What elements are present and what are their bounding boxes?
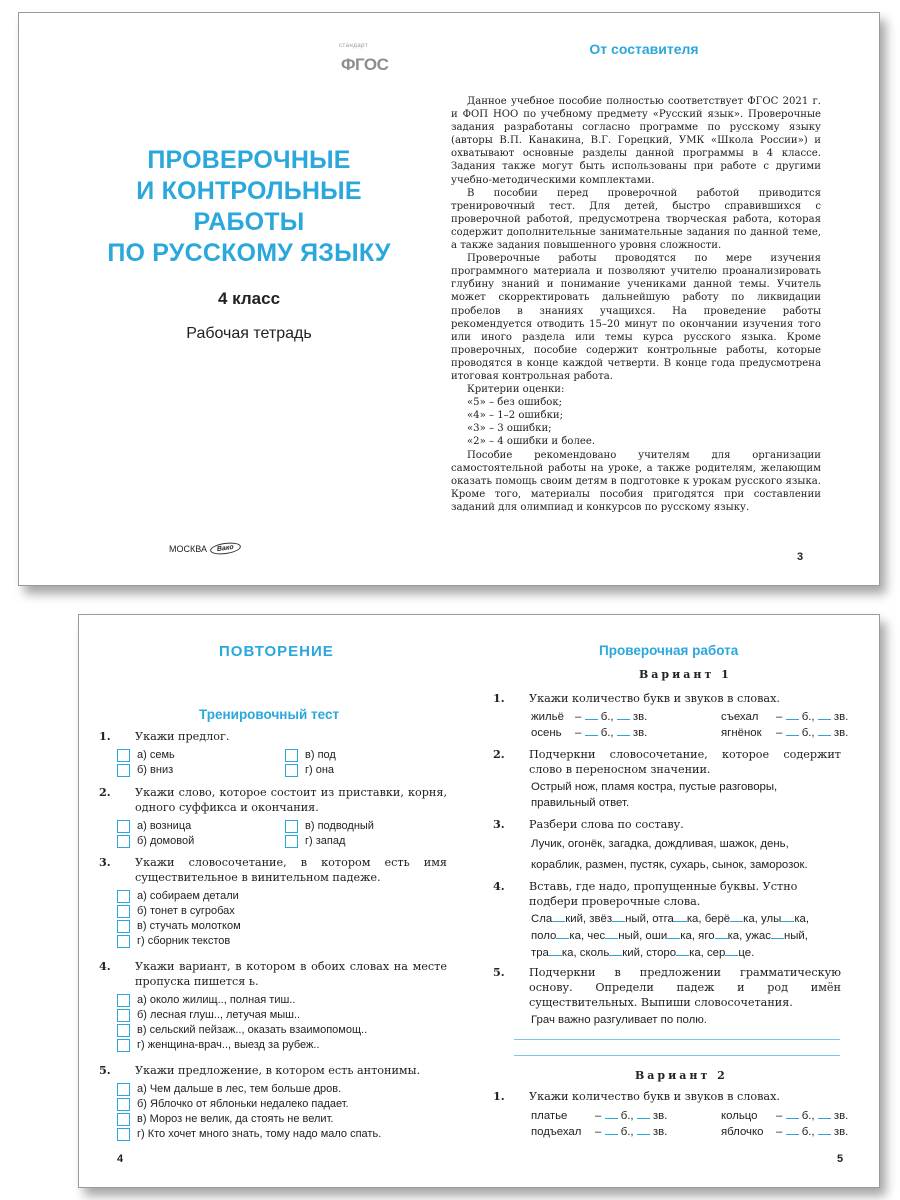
test-subtitle: Тренировочный тест xyxy=(199,707,340,722)
question-text: Укажи предлог. xyxy=(135,730,230,743)
option-b[interactable]: б) Яблочко от яблоньки недалеко падает. xyxy=(117,1097,447,1112)
test-q4 xyxy=(99,959,447,1053)
word: яблочко xyxy=(721,1126,764,1138)
blank[interactable] xyxy=(585,710,598,720)
option-a[interactable]: а) около жилищ.., полная тиш.. xyxy=(117,993,447,1008)
question-number: 1. xyxy=(99,729,111,743)
question-number: 5. xyxy=(99,1063,111,1077)
test-q1 xyxy=(99,729,447,778)
word: жильё xyxy=(531,711,564,723)
test-q2 xyxy=(99,785,447,849)
preface-text xyxy=(451,95,821,514)
task-number: 4. xyxy=(493,879,505,893)
fgos-logo-text: ФГОС xyxy=(341,55,389,74)
task-number: 1. xyxy=(493,1089,505,1103)
test-q3 xyxy=(99,855,447,949)
answer-line[interactable] xyxy=(514,1055,840,1056)
question-number: 3. xyxy=(99,855,111,869)
blank[interactable] xyxy=(786,710,799,720)
blank[interactable] xyxy=(818,1109,831,1119)
task-4 xyxy=(493,879,841,909)
option-c[interactable]: в) подводный xyxy=(285,819,435,834)
page-number: 5 xyxy=(837,1153,844,1165)
variant-1-heading: Вариант 1 xyxy=(639,668,732,681)
variant-2-heading: Вариант 2 xyxy=(635,1069,728,1082)
option-c[interactable]: в) стучать молотком xyxy=(117,919,447,934)
title-line: РАБОТЫ xyxy=(193,208,305,236)
checkbox[interactable] xyxy=(117,1009,130,1022)
word: кольцо xyxy=(721,1110,758,1122)
section-title: ПОВТОРЕНИЕ xyxy=(219,643,334,660)
word: осень xyxy=(531,727,562,739)
preface-title: От составителя xyxy=(589,41,699,57)
checkbox[interactable] xyxy=(117,1128,130,1141)
blank[interactable] xyxy=(715,929,728,939)
title-line: ПРОВЕРОЧНЫЕ xyxy=(147,146,351,174)
option-a[interactable]: а) собираем детали xyxy=(117,889,447,904)
criteria-item: «5» – без ошибок; xyxy=(467,397,563,409)
blank[interactable] xyxy=(556,929,569,939)
option-d[interactable]: г) она xyxy=(285,763,435,778)
task-text: Вставь, где надо, пропущенные буквы. Устно подбери проверочные слова. xyxy=(529,880,798,908)
fgos-logo xyxy=(339,43,409,87)
question-text: Укажи словосочетание, в котором есть имя существительное в винительном падеже. xyxy=(135,856,447,884)
preface-paragraph: Проверочные работы проводятся по мере изучения программного материала и позволяют учителю проанализировать глубину знаний и понимание учениками данной темы. Учитель может скорректировать дальнейшую работу по ликвидации пробелов в знаниях учащихся. На проведение работы рекомендуется отводить 15–20 минут по окончании изучения того или иного раздела или темы курса русского языка. Кроме проверочных, пособие содержит контрольные работы, которые проводятся в конце каждой четверти. В конце года предусмотрена итоговая контрольная работа. xyxy=(451,253,821,382)
task-2-body: Острый нож, пламя костра, пустые разговоры, правильный ответ. xyxy=(531,781,778,809)
letters-sounds-table: жильё – б., зв. съехал – б., зв. осень – б., зв. ягнёнок – б., зв. xyxy=(531,711,849,739)
task-5-sentence: Грач важно разгуливает по полю. xyxy=(531,1014,707,1026)
question-text: Укажи слово, которое состоит из приставки, корня, одного суффикса и окончания. xyxy=(135,786,447,814)
checkbox[interactable] xyxy=(285,764,298,777)
checkbox[interactable] xyxy=(117,820,130,833)
blank[interactable] xyxy=(612,912,625,922)
checkbox[interactable] xyxy=(117,1098,130,1111)
checkbox[interactable] xyxy=(117,994,130,1007)
checkbox[interactable] xyxy=(117,764,130,777)
option-d[interactable]: г) Кто хочет много знать, тому надо мало спать. xyxy=(117,1127,447,1142)
top-spread xyxy=(18,12,880,586)
option-c[interactable]: в) сельский пейзаж.., оказать взаимопомощ.. xyxy=(117,1023,447,1038)
blank[interactable] xyxy=(552,912,565,922)
checkbox[interactable] xyxy=(117,835,130,848)
word: съехал xyxy=(721,711,759,723)
question-number: 4. xyxy=(99,959,111,973)
question-text: Укажи предложение, в котором есть антонимы. xyxy=(135,1064,421,1077)
v2-letters-sounds-table: платье – б., зв. кольцо – б., зв. подъехал – б., зв. яблочко – б., зв. xyxy=(531,1110,849,1138)
fgos-arc-text: стандарт xyxy=(339,43,369,49)
blank[interactable] xyxy=(605,1125,618,1135)
page-number: 3 xyxy=(797,551,804,563)
test-q5 xyxy=(99,1063,447,1142)
blank[interactable] xyxy=(617,726,630,736)
blank[interactable] xyxy=(674,912,687,922)
task-text: Подчеркни в предложении грамматическую основу. Определи падеж и род имён существительных. Выпиши словосочетания. xyxy=(529,966,841,1009)
checkbox[interactable] xyxy=(117,1113,130,1126)
blank[interactable] xyxy=(585,726,598,736)
blank[interactable] xyxy=(667,929,680,939)
option-a[interactable]: а) возница xyxy=(117,819,285,834)
criteria-heading: Критерии оценки: xyxy=(467,384,565,396)
missing-letters-line: тра ка, сколь кий, сторо ка, сер це. xyxy=(531,947,755,959)
preface-paragraph: Данное учебное пособие полностью соответствует ФГОС 2021 г. и ФОП НОО по учебному предмету «Русский язык». Проверочные задания разработаны согласно программе по русскому языку (авторы В.П. Канакина, В.Г. Горецкий, УМК «Школа России») и охватывают основные разделы данной программы в 4 классе. Задания также могут быть использованы при работе с другими учебно-методическими комплектами. xyxy=(451,96,821,186)
publisher-logo: Вако xyxy=(209,541,241,556)
word-list-line: Лучик, огонёк, загадка, дождливая, шажок, день, xyxy=(531,838,789,850)
checkbox[interactable] xyxy=(285,820,298,833)
grade-label: 4 класс xyxy=(217,289,281,308)
word: ягнёнок xyxy=(721,727,762,739)
blank[interactable] xyxy=(818,1125,831,1135)
blank[interactable] xyxy=(786,1125,799,1135)
checkbox[interactable] xyxy=(117,1083,130,1096)
option-d[interactable]: г) женщина-врач.., выезд за рубеж.. xyxy=(117,1038,447,1053)
task-text: Подчеркни словосочетание, которое содержит слово в переносном значении. xyxy=(529,748,841,776)
preface-paragraph: В пособии перед проверочной работой приводится тренировочный тест. Для детей, быстро справившихся с проверочной работой, предусмотрена творческая работа, которая содержит дополнительные занимательные задания по данной теме, а также задания повышенного уровня сложности. xyxy=(451,187,821,252)
checkbox[interactable] xyxy=(117,905,130,918)
checkbox[interactable] xyxy=(285,835,298,848)
option-a[interactable]: а) семь xyxy=(117,748,285,763)
task-number: 2. xyxy=(493,747,505,761)
task-5 xyxy=(493,965,841,1010)
criteria-item: «3» – 3 ошибки; xyxy=(467,423,552,435)
task-4-body xyxy=(531,911,851,962)
word-list-line: кораблик, размен, пустяк, сухарь, сынок, заморозок. xyxy=(531,859,808,871)
task-3 xyxy=(493,817,841,832)
word: подъехал xyxy=(531,1126,582,1138)
task-number: 5. xyxy=(493,965,505,979)
blank[interactable] xyxy=(605,1109,618,1119)
title-line: И КОНТРОЛЬНЫЕ xyxy=(136,177,362,205)
blank[interactable] xyxy=(617,710,630,720)
option-c[interactable]: в) Мороз не велик, да стоять не велит. xyxy=(117,1112,447,1127)
page-number: 4 xyxy=(117,1153,124,1165)
missing-letters-line: Сла кий, звёз ный, отга ка, берё ка, улы ка, xyxy=(531,913,810,925)
preface-paragraph: Пособие рекомендовано учителям для организации самостоятельной работы на уроке, а также родителям, желающим оказать помощь своим детям в подготовке к урокам русского языка. Кроме того, материалы пособия пригодятся при составлении заданий для олимпиад и конкурсов по русскому языку. xyxy=(451,449,821,513)
blank[interactable] xyxy=(725,946,738,956)
blank[interactable] xyxy=(676,946,689,956)
option-b[interactable]: б) домовой xyxy=(117,834,285,849)
option-d[interactable]: г) сборник текстов xyxy=(117,934,447,949)
blank[interactable] xyxy=(605,929,618,939)
question-text: Укажи вариант, в котором в обоих словах на месте пропуска пишется ь. xyxy=(135,960,447,988)
option-d[interactable]: г) запад xyxy=(285,834,435,849)
task-text: Укажи количество букв и звуков в словах. xyxy=(529,1090,780,1103)
option-b[interactable]: б) вниз xyxy=(117,763,285,778)
book-title xyxy=(49,145,449,269)
blank[interactable] xyxy=(609,946,622,956)
checkbox[interactable] xyxy=(117,1024,130,1037)
criteria-item: «4» – 1–2 ошибки; xyxy=(467,410,564,422)
word: платье xyxy=(531,1110,568,1122)
task-number: 3. xyxy=(493,817,505,831)
task-3-body xyxy=(531,834,851,876)
publisher xyxy=(169,543,241,554)
option-b[interactable]: б) лесная глуш.., летучая мыш.. xyxy=(117,1008,447,1023)
blank[interactable] xyxy=(637,1109,650,1119)
criteria-item: «2» – 4 ошибки и более. xyxy=(467,436,596,448)
blank[interactable] xyxy=(786,726,799,736)
blank[interactable] xyxy=(771,929,784,939)
task-text: Укажи количество букв и звуков в словах. xyxy=(529,692,780,705)
city-label: МОСКВА xyxy=(169,543,207,554)
blank[interactable] xyxy=(818,726,831,736)
checkbox[interactable] xyxy=(117,920,130,933)
blank[interactable] xyxy=(549,946,562,956)
blank[interactable] xyxy=(730,912,743,922)
missing-letters-line: поло ка, чес ный, оши ка, яго ка, ужас ный, xyxy=(531,930,808,942)
bottom-spread xyxy=(78,614,880,1188)
checkbox[interactable] xyxy=(117,749,130,762)
question-number: 2. xyxy=(99,785,111,799)
blank[interactable] xyxy=(818,710,831,720)
blank[interactable] xyxy=(786,1109,799,1119)
checkbox[interactable] xyxy=(117,890,130,903)
v2-task-1 xyxy=(493,1089,841,1104)
task-text: Разбери слова по составу. xyxy=(529,818,684,831)
task-number: 1. xyxy=(493,691,505,705)
option-c[interactable]: в) под xyxy=(285,748,435,763)
checkbox[interactable] xyxy=(117,935,130,948)
answer-line[interactable] xyxy=(514,1039,840,1040)
blank[interactable] xyxy=(781,912,794,922)
option-b[interactable]: б) тонет в сугробах xyxy=(117,904,447,919)
checkbox[interactable] xyxy=(117,1039,130,1052)
title-line: ПО РУССКОМУ ЯЗЫКУ xyxy=(107,239,391,267)
task-1 xyxy=(493,691,841,706)
option-a[interactable]: а) Чем дальше в лес, тем больше дров. xyxy=(117,1082,447,1097)
check-work-title: Проверочная работа xyxy=(599,643,739,658)
checkbox[interactable] xyxy=(285,749,298,762)
blank[interactable] xyxy=(637,1125,650,1135)
task-2 xyxy=(493,747,841,777)
workbook-label: Рабочая тетрадь xyxy=(186,325,312,342)
